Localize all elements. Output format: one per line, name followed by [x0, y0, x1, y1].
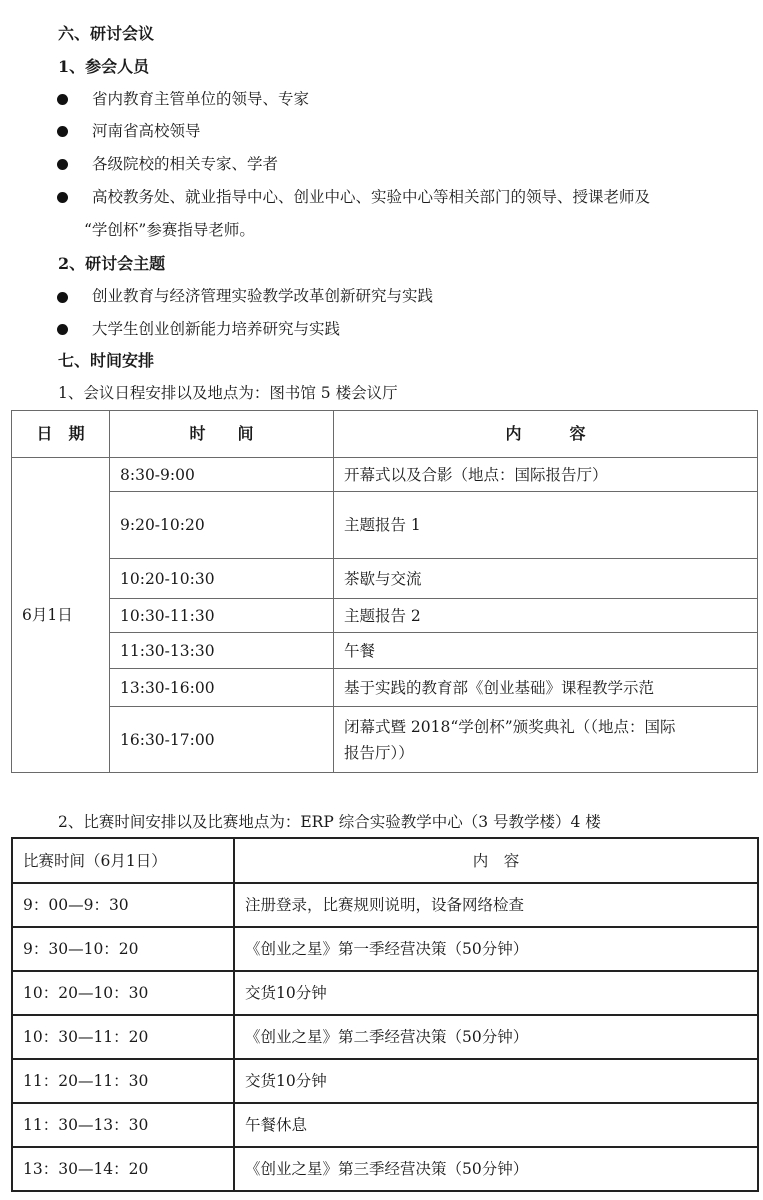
table-header-row [12, 838, 758, 883]
header-competition-content: 内 容 [234, 838, 758, 883]
competition-content-cell: 《创业之星》第三季经营决策（50分钟） [234, 1147, 758, 1191]
competition-content-cell: 《创业之星》第二季经营决策（50分钟） [234, 1015, 758, 1059]
theme-heading: 2、研讨会主题 [58, 254, 166, 273]
table-row [12, 559, 758, 599]
section-six-heading: 六、研讨会议 [58, 24, 155, 43]
schedule-content-cell: 午餐 [334, 633, 758, 669]
table-row [12, 1103, 758, 1147]
table-row [12, 927, 758, 971]
schedule-time-cell: 10:30-11:30 [110, 599, 334, 633]
schedule-intro: 1、会议日程安排以及地点为：图书馆 5 楼会议厅 [58, 384, 398, 402]
schedule-time-cell: 9:20-10:20 [110, 492, 334, 559]
schedule-content-cell: 茶歇与交流 [334, 559, 758, 599]
table-row [12, 883, 758, 927]
competition-time-cell: 10：30—11：20 [12, 1015, 234, 1059]
schedule-content-cell: 主题报告 2 [334, 599, 758, 633]
competition-time-cell: 9：00—9：30 [12, 883, 234, 927]
participant-item: 各级院校的相关专家、学者 [92, 155, 279, 173]
schedule-time-cell: 8:30-9:00 [110, 458, 334, 492]
bullet-icon [57, 192, 68, 203]
competition-content-cell: 《创业之星》第一季经营决策（50分钟） [234, 927, 758, 971]
theme-item: 创业教育与经济管理实验教学改革创新研究与实践 [92, 287, 434, 305]
schedule-content-cell: 主题报告 1 [334, 492, 758, 559]
table-row [12, 492, 758, 559]
schedule-time-cell: 11:30-13:30 [110, 633, 334, 669]
table-row [12, 458, 758, 492]
table-header-row [12, 411, 758, 458]
competition-content-cell: 午餐休息 [234, 1103, 758, 1147]
table-row [12, 707, 758, 773]
schedule-content-cell [334, 707, 758, 773]
header-date: 日 期 [12, 411, 110, 458]
competition-time-cell: 11：20—11：30 [12, 1059, 234, 1103]
competition-time-cell: 10：20—10：30 [12, 971, 234, 1015]
conference-schedule-table [11, 410, 758, 773]
table-row [12, 669, 758, 707]
competition-schedule-table [11, 837, 759, 1192]
bullet-icon [57, 292, 68, 303]
bullet-icon [57, 94, 68, 105]
schedule-date-cell: 6月1日 [12, 458, 110, 773]
bullet-icon [57, 324, 68, 335]
table-row [12, 633, 758, 669]
content-line: 报告厅）） [344, 743, 414, 762]
schedule-time-cell: 16:30-17:00 [110, 707, 334, 773]
header-content: 内 容 [334, 411, 758, 458]
competition-time-cell: 11：30—13：30 [12, 1103, 234, 1147]
table-row [12, 599, 758, 633]
participant-item-continued: “学创杯”参赛指导老师。 [84, 221, 255, 239]
participant-item: 高校教务处、就业指导中心、创业中心、实验中心等相关部门的领导、授课老师及 [92, 188, 651, 206]
theme-item: 大学生创业创新能力培养研究与实践 [92, 320, 341, 338]
schedule-time-cell: 10:20-10:30 [110, 559, 334, 599]
section-seven-heading: 七、时间安排 [58, 351, 155, 370]
content-line: 闭幕式暨 2018“学创杯”颁奖典礼（（地点：国际 [344, 717, 676, 736]
table-row [12, 971, 758, 1015]
schedule-time-cell: 13:30-16:00 [110, 669, 334, 707]
competition-content-cell: 交货10分钟 [234, 1059, 758, 1103]
participant-item: 省内教育主管单位的领导、专家 [92, 90, 310, 108]
table-row [12, 1015, 758, 1059]
competition-content-cell: 交货10分钟 [234, 971, 758, 1015]
schedule-content-cell: 开幕式以及合影（地点：国际报告厅） [334, 458, 758, 492]
bullet-icon [57, 126, 68, 137]
competition-intro: 2、比赛时间安排以及比赛地点为：ERP 综合实验教学中心（3 号教学楼）4 楼 [58, 813, 601, 831]
table-row [12, 1059, 758, 1103]
competition-time-cell: 13：30—14：20 [12, 1147, 234, 1191]
participant-item: 河南省高校领导 [92, 122, 201, 140]
competition-content-cell: 注册登录，比赛规则说明，设备网络检查 [234, 883, 758, 927]
participants-heading: 1、参会人员 [58, 57, 150, 76]
schedule-content-cell: 基于实践的教育部《创业基础》课程教学示范 [334, 669, 758, 707]
table-row [12, 1147, 758, 1191]
header-time: 时 间 [110, 411, 334, 458]
header-competition-time: 比赛时间（6月1日） [12, 838, 234, 883]
bullet-icon [57, 159, 68, 170]
competition-time-cell: 9：30—10：20 [12, 927, 234, 971]
